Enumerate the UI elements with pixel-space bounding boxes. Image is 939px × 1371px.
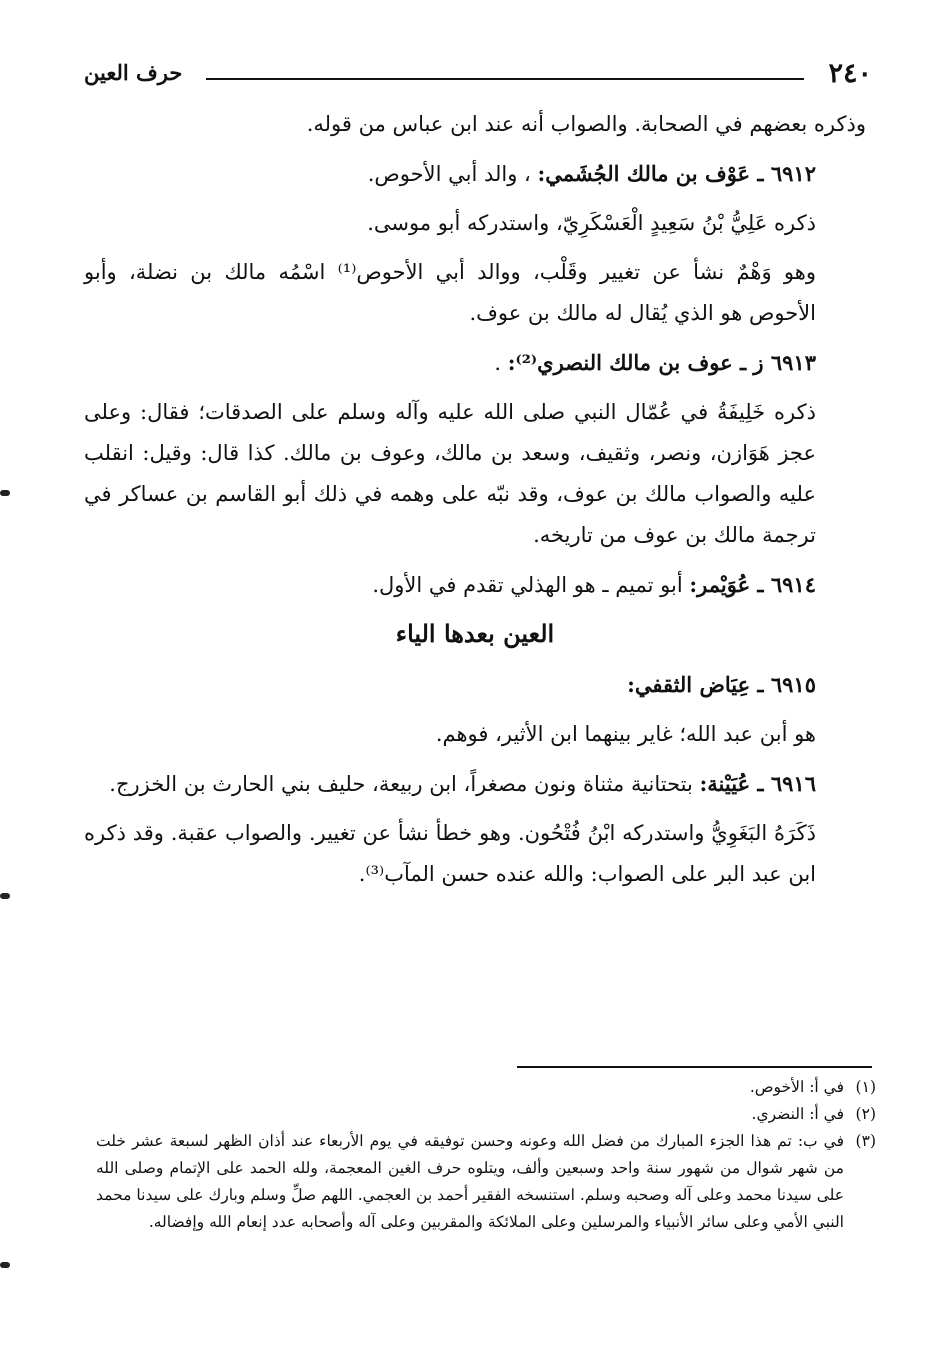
footnote-marker: (٣) (855, 1132, 876, 1150)
entry-heading: ٦٩١٤ ـ عُوَيْمر: (689, 572, 816, 597)
footnotes (96, 1074, 876, 1236)
page-number: ٢٤٠ (828, 58, 872, 89)
scan-edge-mark (0, 490, 10, 496)
paragraph: وهو وَهْمٌ نشأ عن تغيير وقَلْب، ووالد أبي الأحوص⁽¹⁾ اسْمُه مالك بن نضلة، وأبو الأحوص هو الذي يُقال له مالك بن عوف. (84, 260, 816, 325)
main-text (84, 104, 866, 903)
paragraph: ذكره خَلِيفَةُ في عُمّال النبي صلى الله عليه وآله وسلم على الصدقات؛ فقال: وعلى عجز هَوَازن، ونصر، وثقيف، وسعد بن مالك، وعوف بن مالك. كذا قال: وقيل: انقلب عليه والصواب مالك بن عوف، وقد نبّه على وهمه في ذلك أبو القاسم بن عساكر في ترجمة مالك بن عوف من تاريخه. (84, 400, 816, 547)
entry-text: . (494, 351, 502, 375)
footnote-1 (96, 1074, 876, 1101)
entry-text: بتحتانية مثناة ونون مصغراً، ابن ربيعة، حليف بني الحارث بن الخزرج. (109, 772, 693, 796)
footnote-3 (96, 1128, 876, 1236)
paragraph: ذَكَرَهُ البَغَوِيُّ واستدركه ابْنُ فُتْحُون. وهو خطأ نشأ عن تغيير. والصواب عقبة. وقد ذكره ابن عبد البر على الصواب: والله عنده حسن المآب⁽³⁾. (84, 821, 816, 886)
scan-edge-mark (0, 1262, 10, 1268)
scan-edge-mark (0, 893, 10, 899)
paragraph: ذكره عَلِيُّ بْنُ سَعِيدٍ الْعَسْكَرِيّ، واستدركه أبو موسى. (367, 211, 816, 235)
entry-6912 (84, 153, 866, 195)
entry-heading: ٦٩١٥ ـ عِيَاض الثقفي: (627, 672, 816, 697)
entry-6916 (84, 763, 866, 805)
entry-text: أبو تميم ـ هو الهذلي تقدم في الأول. (372, 573, 683, 597)
entry-heading: ٦٩١٢ ـ عَوْف بن مالك الجُشَمي: (537, 161, 816, 186)
entry-6914 (84, 564, 866, 606)
footnote-2 (96, 1101, 876, 1128)
footnote-text: في ب: تم هذا الجزء المبارك من فضل الله وعونه وحسن توفيقه في يوم الأربعاء عند أذان الظهر لسبعة عشر خلت من شهر شوال من شهور سنة واحد وسبعين وألف، ويتلوه حرف الغين المعجمة، ولله الحمد على الإتمام وصلى الله على سيدنا محمد وعلى آله وصحبه وسلم. استنسخه الفقير أحمد بن العجمي. اللهم صلِّ وسلم وبارك على سيدنا محمد النبي الأمي وعلى سائر الأنبياء والمرسلين وعلى الملائكة والمقربين وعلى آله وأصحابه عدد إنعام الله وإفضاله. (96, 1132, 844, 1231)
entry-heading: ٦٩١٣ ز ـ عوف بن مالك النصري⁽²⁾: (507, 350, 816, 375)
header-rule (206, 78, 804, 80)
page-header (84, 58, 872, 92)
entry-text: ، والد أبي الأحوص. (367, 162, 531, 186)
paragraph: وذكره بعضهم في الصحابة. والصواب أنه عند ابن عباس من قوله. (306, 112, 866, 136)
entry-6913 (84, 342, 866, 384)
running-title: حرف العين (84, 60, 183, 85)
paragraph: هو أبن عبد الله؛ غاير بينهما ابن الأثير، فوهم. (435, 722, 816, 746)
footnote-text: في أ: الأخوص. (749, 1078, 844, 1096)
section-heading: العين بعدها الياء (395, 619, 555, 648)
footnote-marker: (١) (855, 1078, 876, 1096)
entry-6915 (84, 664, 866, 706)
footnote-marker: (٢) (855, 1105, 876, 1123)
footnote-text: في أ: النضري. (751, 1105, 844, 1123)
footnote-rule (517, 1066, 872, 1068)
entry-heading: ٦٩١٦ ـ عُيَيْنة: (699, 771, 816, 796)
